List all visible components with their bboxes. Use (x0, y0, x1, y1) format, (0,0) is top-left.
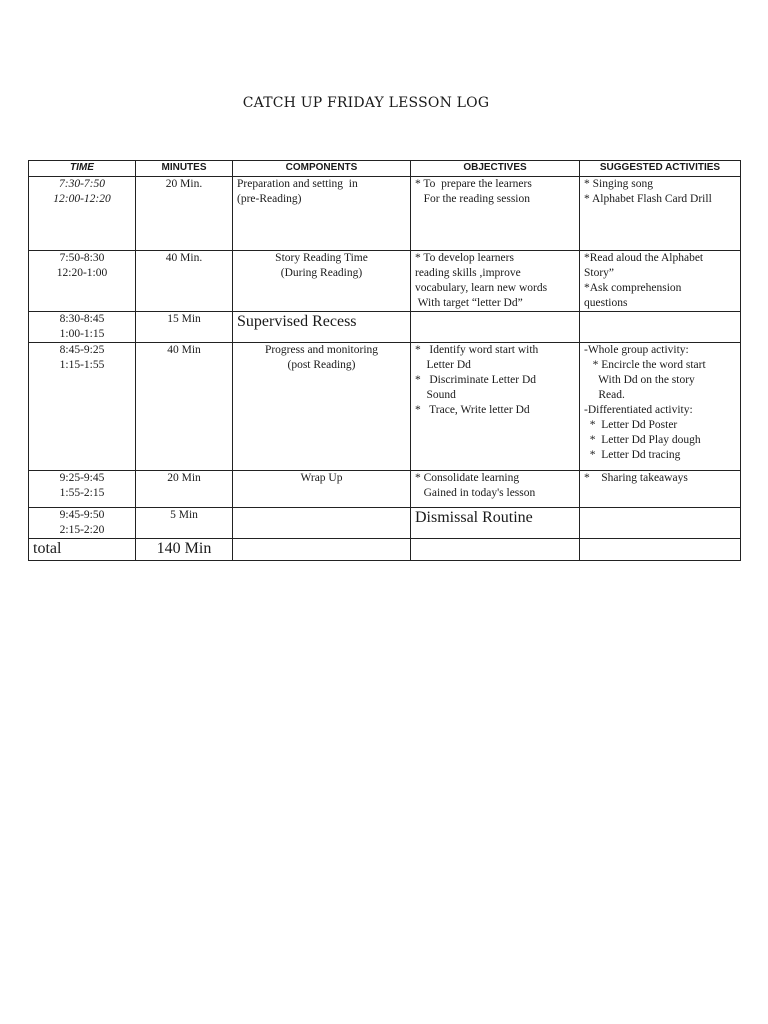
time-line: 2:15-2:20 (59, 524, 105, 536)
objectives-line: reading skills ,improve (415, 267, 521, 279)
objectives-cell (411, 312, 580, 343)
components-line: (post Reading) (287, 359, 356, 371)
objectives-line: Letter Dd (415, 359, 471, 371)
activities-line: -Whole group activity: (584, 344, 689, 356)
activities-cell (580, 251, 741, 312)
header-components: COMPONENTS (233, 161, 411, 177)
minutes-cell: 5 Min (136, 508, 233, 539)
minutes-cell: 15 Min (136, 312, 233, 343)
table-header-row (29, 161, 741, 177)
activities-line: *Read aloud the Alphabet (584, 252, 704, 264)
total-label: total (29, 539, 136, 561)
total-minutes: 140 Min (136, 539, 233, 561)
time-line: 1:15-1:55 (59, 359, 105, 371)
objectives-line: Gained in today's lesson (415, 487, 536, 499)
objectives-line: * To develop learners (415, 252, 514, 264)
components-cell: Supervised Recess (233, 312, 411, 343)
minutes-cell: 40 Min (136, 343, 233, 471)
activities-line: * Letter Dd tracing (584, 449, 681, 461)
activities-line: Read. (584, 389, 625, 401)
table-row (29, 471, 741, 508)
table-row (29, 251, 741, 312)
activities-cell: * Sharing takeaways (580, 471, 741, 508)
activities-line: * Letter Dd Play dough (584, 434, 701, 446)
minutes-cell: 40 Min. (136, 251, 233, 312)
components-line: (pre-Reading) (237, 193, 302, 205)
time-line: 12:20-1:00 (56, 267, 108, 279)
activities-line: *Ask comprehension (584, 282, 682, 294)
header-time: TIME (29, 161, 136, 177)
components-line: Story Reading Time (275, 252, 368, 264)
components-cell (233, 508, 411, 539)
time-line: 1:00-1:15 (59, 328, 105, 340)
activities-line: With Dd on the story (584, 374, 695, 386)
page-title: CATCH UP FRIDAY LESSON LOG (242, 95, 490, 111)
activities-line: questions (584, 297, 628, 309)
components-cell (233, 251, 411, 312)
time-cell (29, 177, 136, 251)
objectives-line: * To prepare the learners (415, 178, 532, 190)
activities-cell (580, 312, 741, 343)
table-row (29, 177, 741, 251)
activities-cell (580, 539, 741, 561)
objectives-cell (411, 539, 580, 561)
time-line: 7:50-8:30 (59, 252, 105, 264)
components-line: Preparation and setting in (237, 178, 358, 190)
header-objectives: OBJECTIVES (411, 161, 580, 177)
activities-line: * Singing song (584, 178, 654, 190)
components-line: (During Reading) (280, 267, 363, 279)
total-row (29, 539, 741, 561)
objectives-line: * Consolidate learning (415, 472, 520, 484)
time-line: 7:30-7:50 (59, 178, 105, 190)
activities-cell (580, 508, 741, 539)
time-cell (29, 251, 136, 312)
time-line: 9:25-9:45 (59, 472, 105, 484)
table-row (29, 343, 741, 471)
objectives-cell: Dismissal Routine (411, 508, 580, 539)
time-line: 12:00-12:20 (53, 193, 111, 205)
components-cell: Wrap Up (233, 471, 411, 508)
components-cell (233, 177, 411, 251)
objectives-line: vocabulary, learn new words (415, 282, 548, 294)
minutes-cell: 20 Min (136, 471, 233, 508)
objectives-line: * Discriminate Letter Dd (415, 374, 537, 386)
objectives-line: For the reading session (415, 193, 530, 205)
activities-line: Story” (584, 267, 615, 279)
time-line: 8:45-9:25 (59, 344, 105, 356)
objectives-line: * Trace, Write letter Dd (415, 404, 530, 416)
time-line: 9:45-9:50 (59, 509, 105, 521)
objectives-line: Sound (415, 389, 456, 401)
time-cell (29, 343, 136, 471)
components-cell (233, 343, 411, 471)
components-cell (233, 539, 411, 561)
objectives-cell (411, 177, 580, 251)
activities-line: * Encircle the word start (584, 359, 706, 371)
table-row (29, 312, 741, 343)
objectives-cell (411, 251, 580, 312)
time-line: 1:55-2:15 (59, 487, 105, 499)
lesson-log-table (28, 160, 741, 561)
activities-line: * Alphabet Flash Card Drill (584, 193, 712, 205)
time-cell (29, 508, 136, 539)
objectives-cell (411, 471, 580, 508)
objectives-line: * Identify word start with (415, 344, 539, 356)
components-line: Progress and monitoring (264, 344, 379, 356)
activities-cell (580, 177, 741, 251)
minutes-cell: 20 Min. (136, 177, 233, 251)
objectives-cell (411, 343, 580, 471)
table-row (29, 508, 741, 539)
activities-line: * Letter Dd Poster (584, 419, 678, 431)
time-line: 8:30-8:45 (59, 313, 105, 325)
header-minutes: MINUTES (136, 161, 233, 177)
activities-line: -Differentiated activity: (584, 404, 693, 416)
time-cell (29, 312, 136, 343)
objectives-line: With target “letter Dd” (415, 297, 523, 309)
header-activities: SUGGESTED ACTIVITIES (580, 161, 741, 177)
activities-cell (580, 343, 741, 471)
time-cell (29, 471, 136, 508)
